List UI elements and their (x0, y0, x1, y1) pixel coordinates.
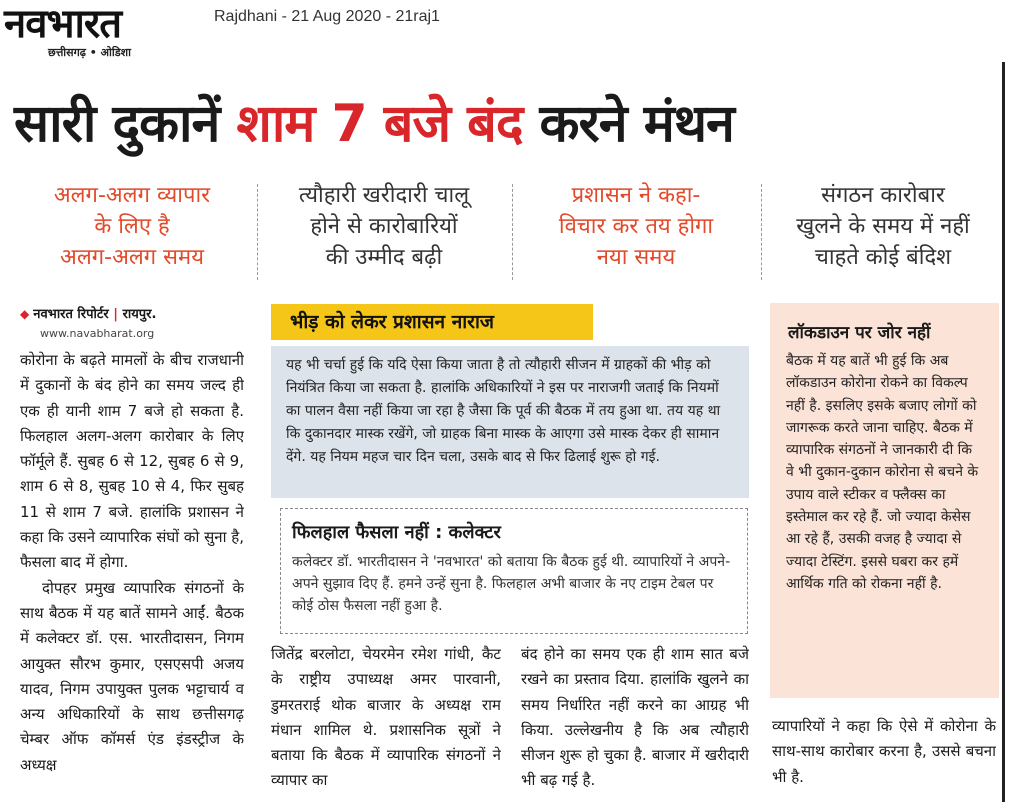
page-edge-rule (1002, 62, 1005, 802)
deck-3 (518, 180, 754, 288)
diamond-icon: ◆ (20, 307, 30, 321)
deck-divider (512, 184, 513, 280)
collector-heading: फिलहाल फैसला नहीं : कलेक्टर (292, 522, 501, 543)
dateline-place: रायपुर. (122, 307, 157, 322)
deck-4 (766, 180, 1000, 288)
deck-divider (257, 184, 258, 280)
deck-line: अलग-अलग समय (60, 245, 204, 270)
deck-line: विचार कर तय होगा (558, 214, 714, 239)
crowd-text: यह भी चर्चा हुई कि यदि ऐसा किया जाता है तो त्यौहारी सीजन में ग्राहकों की भीड़ को नियंत्रित किया जा सकता है. हालांकि अधिकारियों ने इस पर नाराजगी जताई कि नियमों का पालन वैसा नहीं किया जा रहा है जैसा कि पूर्व की बैठक में तय हुआ था. तय यह था कि दुकानदार मास्क रखेंगे, जो ग्राहक बिना मास्क के आएगा उसे मास्क देकर ही सामान देंगे. यह नियम महज चार दिन चला, उसके बाद से फिर ढिलाई शुरू हो गई. (286, 357, 721, 465)
edition-info: Rajdhani - 21 Aug 2020 - 21raj1 (214, 8, 440, 25)
article-column-1 (20, 348, 244, 800)
deck-line: प्रशासन ने कहा- (571, 183, 701, 208)
collector-text: कलेक्टर डॉ. भारतीदासन ने 'नवभारत' को बताया कि बैठक हुई थी. व्यापारियों ने अपने-अपने सुझाव दिए हैं. हमने उन्हें सुना है. फिलहाल अभी बाजार के नए टाइम टेबल पर कोई ठोस फैसला नहीं हुआ है. (292, 554, 731, 614)
headline (14, 82, 994, 166)
lockdown-heading: लॉकडाउन पर जोर नहीं (788, 323, 931, 343)
deck-line: संगठन कारोबार (821, 183, 945, 208)
website-link[interactable]: www.navabharat.org (40, 327, 155, 340)
deck-2 (262, 180, 506, 288)
paragraph: कोरोना के बढ़ते मामलों के बीच राजधानी में दुकानों के बंद होने का समय जल्द ही एक ही यानी शाम 7 बजे हो सकता है. फिलहाल अलग-अलग कारोबार के लिए फॉर्मूले हैं. सुबह 6 से 12, सुबह 6 से 9, शाम 6 से 8, सुबह 10 से 4, फिर सुबह 11 से शाम 7 बजे. हालांकि प्रशासन ने कहा कि उसने व्यापारिक संघों को सुना है, फैसला बाद में होगा. (20, 351, 244, 572)
deck-divider (761, 184, 762, 280)
lockdown-text: बैठक में यह बातें भी हुई कि अब लॉकडाउन कोरोना रोकने का विकल्प नहीं है. इसलिए इसके बजाए लोगों को जागरूक करते जाना चाहिए. बैठक में व्यापारिक संगठनों ने जानकारी दी कि वे भी दुकान-दुकान कोरोना से बचने के उपाय वाले स्टीकर व फ्लैक्स का इस्तेमाल कर रहे हैं. जो ज्यादा केसेस आ रहे हैं, उसकी वजह है ज्यादा से ज्यादा टेस्टिंग. इससे घबरा कर हमें आर्थिक गति को रोकना नहीं है. (786, 353, 979, 592)
deck-line: चाहते कोई बंदिश (814, 245, 952, 270)
deck-line: खुलने के समय में नहीं (796, 214, 970, 239)
byline: ◆ नवभारत रिपोर्टर | रायपुर. (20, 307, 157, 322)
crowd-heading: भीड़ को लेकर प्रशासन नाराज (290, 311, 494, 333)
masthead-logo (4, 2, 198, 64)
article-column-2: जितेंद्र बरलोटा, चेयरमेन रमेश गांधी, कैट के राष्ट्रीय उपाध्यक्ष अमर पारवानी, डुमरतराई थोक बाजार के अध्यक्ष राम मंधान शामिल थे. प्रशासनिक सूत्रों ने बताया कि बैठक में व्यापारिक संगठनों ने व्यापार का (271, 645, 501, 790)
article-column-3: बंद होने का समय एक ही शाम सात बजे रखने का प्रस्ताव दिया. हालांकि खुलने का समय निर्धारित नहीं करने का आग्रह भी किया. उल्लेखनीय है कि अब त्यौहारी सीजन शुरू हो चुका है. बाजार में खरीदारी भी बढ़ गई है. (521, 645, 749, 790)
deck-line: नया समय (596, 245, 676, 270)
logo-text: नवभारत (4, 0, 122, 47)
headline-part-3: करने मंथन (522, 94, 734, 154)
deck-line: के लिए है (94, 214, 170, 239)
reporter-name: नवभारत रिपोर्टर (33, 307, 109, 322)
deck-line: अलग-अलग व्यापार (53, 183, 211, 208)
deck-1 (14, 180, 250, 288)
logo-subtitle: छत्तीसगढ़ • ओडिशा (48, 46, 131, 59)
deck-line: की उम्मीद बढ़ी (325, 245, 443, 270)
paragraph: दोपहर प्रमुख व्यापारिक संगठनों के साथ बैठक में यह बातें सामने आईं. बैठक में कलेक्टर डॉ. एस. भारतीदासन, निगम आयुक्त सौरभ कुमार, एसएसपी अजय यादव, निगम उपायुक्त पुलक भट्टाचार्य व अन्य अधिकारियों के साथ छत्तीसगढ़ चेम्बर ऑफ कॉमर्स एंड इंडस्ट्रीज के अध्यक्ष (20, 578, 244, 774)
deck-line: त्यौहारी खरीदारी चालू (298, 183, 470, 208)
deck-line: होने से कारोबारियों (310, 214, 458, 239)
article-column-4: व्यापारियों ने कहा कि ऐसे में कोरोना के साथ-साथ कारोबार करना है, उससे बचना भी है. (772, 717, 996, 786)
headline-part-2: शाम 7 बजे बंद (236, 94, 523, 154)
headline-part-1: सारी दुकानें (14, 94, 237, 154)
